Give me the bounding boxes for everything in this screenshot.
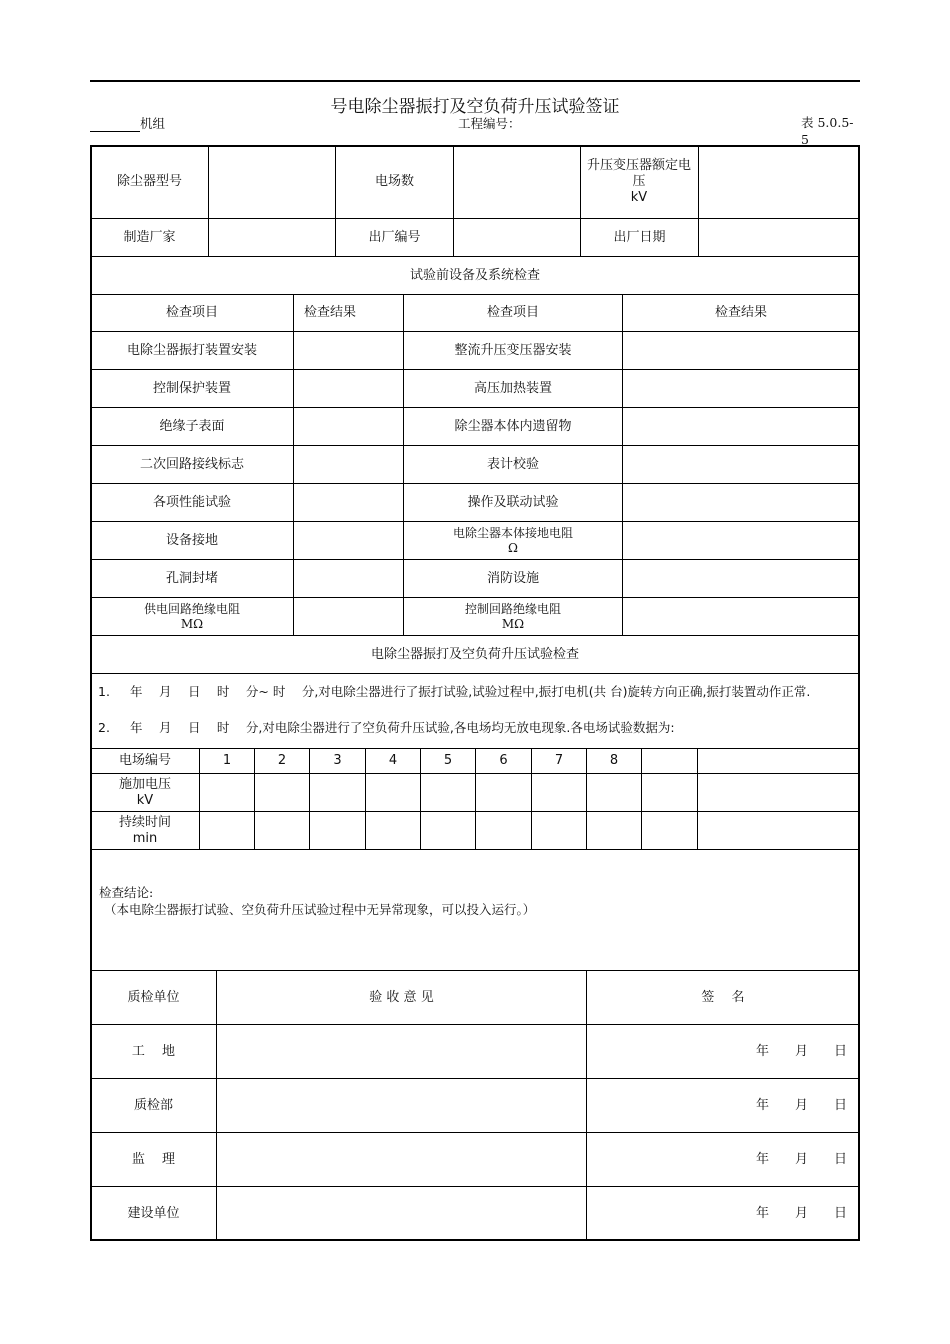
check-item: 除尘器本体内遗留物	[454, 418, 572, 434]
hline	[91, 849, 859, 850]
signoff-unit: 质检部	[133, 1097, 173, 1113]
fields-value[interactable]	[454, 146, 580, 218]
duration-unit: min	[132, 830, 158, 846]
project-number-label: 工程编号：	[458, 116, 521, 131]
rated-voltage-unit: kV	[630, 190, 648, 205]
check-item: 各项性能试验	[152, 494, 231, 510]
test-item-2-number: 2.	[98, 720, 110, 735]
signoff-opinion[interactable]	[217, 1187, 586, 1240]
conclusion-text: （本电除尘器振打试验、空负荷升压试验过程中无异常现象，可以投入运行。）	[104, 902, 536, 917]
voltage-label-text: 施加电压	[118, 776, 171, 792]
rated-voltage-text: 升压变压器额定电压	[586, 158, 691, 189]
top-rule	[90, 80, 860, 82]
maker-label: 制造厂家	[123, 229, 176, 245]
signoff-unit: 建设单位	[127, 1205, 180, 1221]
check-item	[404, 522, 622, 559]
col-check-result-right: 检查结果	[714, 305, 767, 320]
field-number: 5	[443, 753, 453, 768]
vline	[697, 748, 698, 849]
check-item: 二次回路接线标志	[139, 456, 244, 472]
date-label: 出厂日期	[613, 229, 666, 245]
signoff-unit: 工 地	[131, 1043, 176, 1059]
test-item-1-number: 1.	[98, 684, 110, 699]
check-item-unit: MΩ	[501, 616, 525, 631]
test-item-1	[98, 684, 856, 716]
col-opinion: 验 收 意 见	[369, 989, 434, 1005]
check-item-text: 供电回路绝缘电阻	[143, 601, 240, 616]
field-number: 7	[554, 753, 564, 768]
test-item-2	[98, 720, 856, 736]
serial-value[interactable]	[454, 219, 580, 256]
maker-value[interactable]	[209, 219, 335, 256]
rated-voltage-value[interactable]	[699, 146, 859, 218]
signoff-date: 年 月 日	[755, 1205, 847, 1221]
duration-label-text: 持续时间	[118, 814, 171, 830]
signoff-opinion[interactable]	[217, 1025, 586, 1078]
hline	[91, 673, 859, 674]
check-item: 消防设施	[486, 570, 539, 586]
precheck-section-title: 试验前设备及系统检查	[409, 267, 540, 283]
check-item: 绝缘子表面	[159, 418, 225, 434]
col-check-result-left: 检查结果	[304, 305, 357, 320]
rated-voltage-label	[585, 146, 693, 218]
field-number: 4	[388, 753, 398, 768]
signoff-date: 年 月 日	[755, 1043, 847, 1059]
col-qc-unit: 质检单位	[127, 989, 180, 1005]
table-number: 表 5.0.5-5	[801, 115, 854, 147]
voltage-unit: kV	[136, 792, 154, 808]
check-item: 表计校验	[486, 456, 539, 472]
model-label: 除尘器型号	[116, 174, 182, 189]
field-number: 8	[609, 753, 619, 768]
col-signature: 签 名	[701, 989, 745, 1005]
check-item: 设备接地	[165, 532, 218, 548]
field-number-label: 电场编号	[118, 753, 171, 768]
field-number: 6	[499, 753, 508, 768]
serial-label: 出厂编号	[368, 229, 421, 245]
check-item: 整流升压变压器安装	[454, 342, 572, 358]
check-item-text: 控制回路绝缘电阻	[464, 601, 561, 616]
check-item-unit: MΩ	[180, 616, 204, 631]
duration-label	[91, 812, 199, 849]
check-item: 孔洞封堵	[165, 570, 218, 586]
vline	[641, 748, 642, 849]
voltage-label	[91, 774, 199, 811]
signoff-opinion[interactable]	[217, 1133, 586, 1186]
unit-label: 机组	[140, 116, 166, 131]
test-item-2-text: 年 月 日 时 分,对电除尘器进行了空负荷升压试验,各电场均无放电现象.各电场试验数据为:	[130, 720, 675, 735]
vline	[622, 294, 623, 635]
field-number: 1	[222, 753, 232, 768]
check-item-text: 电除尘器本体接地电阻	[452, 525, 573, 540]
date-value[interactable]	[699, 219, 859, 256]
unit-field	[90, 114, 165, 132]
check-item: 电除尘器振打装置安装	[126, 342, 257, 358]
check-item: 操作及联动试验	[467, 494, 559, 510]
test-item-1-text: 年 月 日 时 分~ 时 分,对电除尘器进行了振打试验,试验过程中,振打电机(共 台)旋转方向正确,振打装置动作正常.	[130, 684, 811, 699]
check-item: 高压加热装置	[473, 380, 552, 396]
check-item: 控制保护装置	[152, 380, 231, 396]
field-number: 3	[333, 753, 342, 768]
signoff-date: 年 月 日	[755, 1097, 847, 1113]
check-item	[91, 598, 293, 635]
page-title: 号电除尘器振打及空负荷升压试验签证	[330, 97, 620, 117]
vline	[293, 294, 294, 635]
check-item-unit: Ω	[508, 540, 518, 555]
signoff-opinion[interactable]	[217, 1079, 586, 1132]
col-check-item-right: 检查项目	[486, 305, 539, 320]
model-value[interactable]	[209, 146, 335, 218]
check-item	[404, 598, 622, 635]
unit-blank[interactable]	[90, 118, 140, 132]
fields-label: 电场数	[374, 174, 414, 189]
test-section-title: 电除尘器振打及空负荷升压试验检查	[370, 646, 579, 662]
field-number: 2	[277, 753, 287, 768]
signoff-unit: 监 理	[131, 1151, 176, 1167]
signoff-date: 年 月 日	[755, 1151, 847, 1167]
col-check-item-left: 检查项目	[165, 305, 218, 320]
conclusion-label: 检查结论:	[99, 885, 154, 900]
